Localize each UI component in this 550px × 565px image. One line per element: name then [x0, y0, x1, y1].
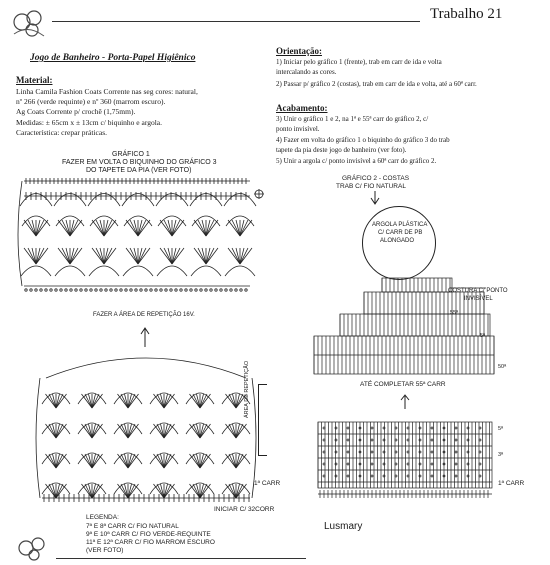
legend-line-1: 7ª E 8ª CARR C/ FIO NATURAL [86, 523, 179, 530]
chart2-mark-55: 55ª [450, 310, 459, 316]
chart2-continue-arrow [400, 394, 410, 410]
chart2-mid-label: ATÉ COMPLETAR 55ª CARR [360, 381, 446, 388]
chart1-upper-diagram [14, 176, 270, 306]
acabamento-line-3: 4) Fazer em volta do gráfico 1 o biquinho do gráfico 3 do trab [276, 136, 450, 144]
chart2-mark-5a: 5ª [480, 333, 486, 339]
chart2-mark-3: 3ª [498, 452, 504, 458]
orientacao-line-3: 2) Passar p/ gráfico 2 (costas), trab em carr de ida e volta, até a 60ª carr. [276, 80, 477, 88]
chart2-ring-arrow [370, 191, 380, 205]
chart2-mark-50: 50ª [498, 364, 507, 370]
chart1-caption-1: GRÁFICO 1 [112, 151, 150, 158]
ring-label-1: ARGOLA PLÁSTICA [372, 222, 428, 228]
chart2-lower-diagram [316, 420, 496, 502]
material-line-3: Ag Coats Corrente p/ crochê (1,75mm). [16, 107, 136, 116]
material-line-4: Medidas: ± 65cm x ± 13cm c/ biquinho e argola. [16, 118, 162, 127]
acabamento-line-1: 3) Unir o gráfico 1 e 2, na 1ª e 55ª carr do gráfico 2, c/ [276, 115, 429, 123]
ring-label-2: C/ CARR DE PB [378, 230, 423, 236]
legend-line-2: 9ª E 10ª CARR C/ FIO VERDE-REQUINTE [86, 531, 211, 538]
footer-rule [56, 558, 306, 559]
chart1-repeat-note: FAZER A ÁREA DE REPETIÇÃO 16V. [93, 312, 195, 318]
orientacao-heading: Orientação: [276, 46, 322, 56]
acabamento-heading: Acabamento: [276, 103, 328, 113]
legend-line-4: (VER FOTO) [86, 547, 124, 554]
seam-label-1: COSTURA C/ PONTO [448, 288, 508, 294]
chart1-caption-2: FAZER EM VOLTA O BIQUINHO DO GRÁFICO 3 [62, 159, 217, 166]
ornament-icon [12, 530, 52, 562]
ring-label-3: ALONGADO [380, 238, 415, 244]
chart2-mark-1: 1ª CARR [498, 480, 525, 487]
repeat-area-bracket [258, 384, 267, 456]
signature: Lusmary [324, 521, 363, 532]
material-line-2: nº 266 (verde requinte) e nº 360 (marrom escuro). [16, 97, 166, 106]
header-rule [52, 21, 420, 22]
chart2-mark-5: 5ª [498, 426, 504, 432]
legend-line-3: 11ª E 12ª CARR C/ FIO MARROM ESCURO [86, 539, 215, 546]
material-heading: Material: [16, 75, 53, 85]
seam-label-2: INVISÍVEL [464, 296, 493, 302]
chart1-lower-diagram [36, 348, 256, 508]
acabamento-line-2: ponto invisível. [276, 125, 320, 133]
material-line-5: Característica: crepar práticas. [16, 128, 107, 137]
ornament-icon [8, 4, 48, 40]
acabamento-line-4: tapete da pia deste jogo de banheiro (ver foto). [276, 146, 407, 154]
material-line-1: Linha Camila Fashion Coats Corrente nas seg cores: natural, [16, 87, 198, 96]
project-title: Jogo de Banheiro - Porta-Papel Higiênico [30, 53, 196, 63]
page-title: Trabalho 21 [430, 6, 503, 22]
chart2-caption-1: GRÁFICO 2 - COSTAS [342, 175, 410, 182]
chart1-caption-3: DO TAPETE DA PIA (VER FOTO) [86, 167, 192, 174]
decorative-ornament-top [8, 4, 48, 40]
chart1-row1-label: 1ª CARR [254, 480, 281, 487]
chart2-caption-2: TRAB C/ FIO NATURAL [336, 183, 406, 190]
decorative-ornament-bottom [12, 530, 52, 562]
orientacao-line-1: 1) Iniciar pelo gráfico 1 (frente), trab em carr de ida e volta [276, 58, 442, 66]
orientacao-line-2: intercalando as cores. [276, 68, 337, 76]
chart1-start-label: INICIAR C/ 32CORR [214, 506, 275, 513]
chart1-repeat-arrow [140, 326, 150, 348]
repeat-area-label: ÁREA DE REPETIÇÃO [244, 360, 250, 418]
acabamento-line-5: 5) Unir a argola c/ ponto invisível a 60ª carr do gráfico 2. [276, 157, 437, 165]
legend-heading: LEGENDA: [86, 514, 119, 521]
